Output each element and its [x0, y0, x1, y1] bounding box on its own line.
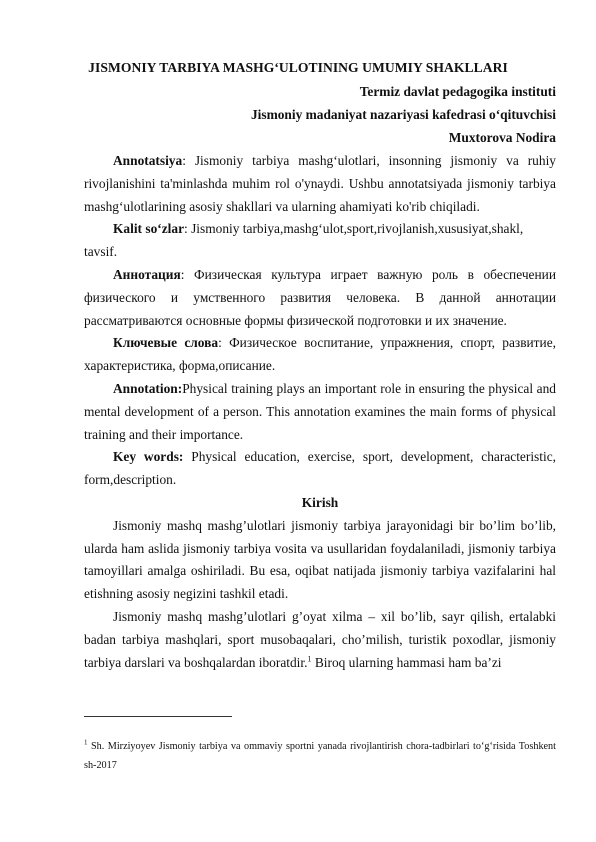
abstract-ru — [84, 264, 556, 332]
abstract-en-text: Physical training plays an important role in ensuring the physical and mental development of a person. This annotation examines the main forms of physical training and their importance. — [84, 380, 556, 442]
document-title: JISMONIY TARBIYA MASHG‘ULOTINING UMUMIY SHAKLLARI — [88, 60, 508, 75]
institute-name: Termiz davlat pedagogika instituti — [359, 84, 556, 99]
keywords-ru-text: : Физическое воспитание, упражнения, спорт, развитие, характеристика, форма,описание. — [84, 335, 556, 374]
department-name: Jismoniy madaniyat nazariyasi kafedrasi o‘qituvchisi — [250, 107, 556, 122]
author-name: Muxtorova Nodira — [448, 130, 556, 145]
keywords-uz-text: : Jismoniy tarbiya,mashg‘ulot,sport,rivojlanish,xususiyat,shakl, tavsif. — [84, 221, 524, 260]
keywords-en-label: Key words: — [113, 449, 184, 465]
keywords-ru — [84, 332, 556, 378]
intro-paragraph-2-part2: Biroq ularning hammasi ham ba’zi — [311, 654, 502, 670]
abstract-uz-label: Annotatsiya — [113, 153, 183, 168]
intro-heading: Kirish — [301, 494, 339, 510]
footnote-reference[interactable]: 1 — [307, 654, 312, 664]
keywords-ru-label: Ключевые слова — [113, 335, 219, 351]
document-body — [84, 150, 556, 674]
abstract-en-label: Annotation: — [113, 380, 183, 396]
keywords-en — [84, 446, 556, 492]
keywords-en-text: Physical education, exercise, sport, development, characteristic, form,description. — [84, 449, 556, 488]
keywords-uz-label: Kalit so‘zlar — [113, 221, 185, 237]
keywords-uz — [84, 218, 556, 264]
intro-paragraph-2 — [84, 606, 556, 674]
abstract-uz — [84, 150, 556, 218]
intro-paragraph-1: Jismoniy mashq mashg’ulotlari jismoniy tarbiya jarayonidagi bir bo’lim bo’lib, ularda ham aslida jismoniy tarbiya vosita va usullaridan foydalaniladi, jismoniy tarbiya tamoyillari amalga oshiriladi. Bu esa, oqibat natijada jismoniy tarbiya vazifalarini hal etishning asosiy negizini tashkil etadi. — [84, 517, 556, 602]
footnote — [84, 737, 556, 775]
abstract-ru-text: : Физическая культура играет важную роль в обеспечении физического и умственного развития человека. В данной аннотации рассматриваются основные формы физической подготовки и их значение. — [84, 266, 556, 328]
abstract-uz-text: : Jismoniy tarbiya mashg‘ulotlari, insonning jismoniy va ruhiy rivojlanishini ta'minlashda muhim rol o'ynaydi. Ushbu annotatsiyada jismoniy tarbiya mashg‘ulotlarining asosiy shakllari va ularning ahamiyati ko'rib chiqiladi. — [84, 153, 556, 214]
footnote-text: Sh. Mirziyoyev Jismoniy tarbiya va ommaviy sportni yanada rivojlantirish chora-tadbirlari to‘g‘risida Toshkent sh-2017 — [84, 741, 556, 771]
abstract-ru-label: Аннотация — [113, 266, 181, 282]
footnote-separator — [84, 716, 232, 717]
abstract-en — [84, 378, 556, 446]
footnote-number: 1 — [84, 738, 88, 747]
intro-paragraph-2-part1: Jismoniy mashq mashg’ulotlari g’oyat xilma – xil bo’lib, sayr qilish, ertalabki badan tarbiya mashqlari, sport musobaqalari, cho’milish, turistik poxodlar, jismoniy tarbiya darslari va boshqalardan iboratdir. — [84, 608, 556, 670]
